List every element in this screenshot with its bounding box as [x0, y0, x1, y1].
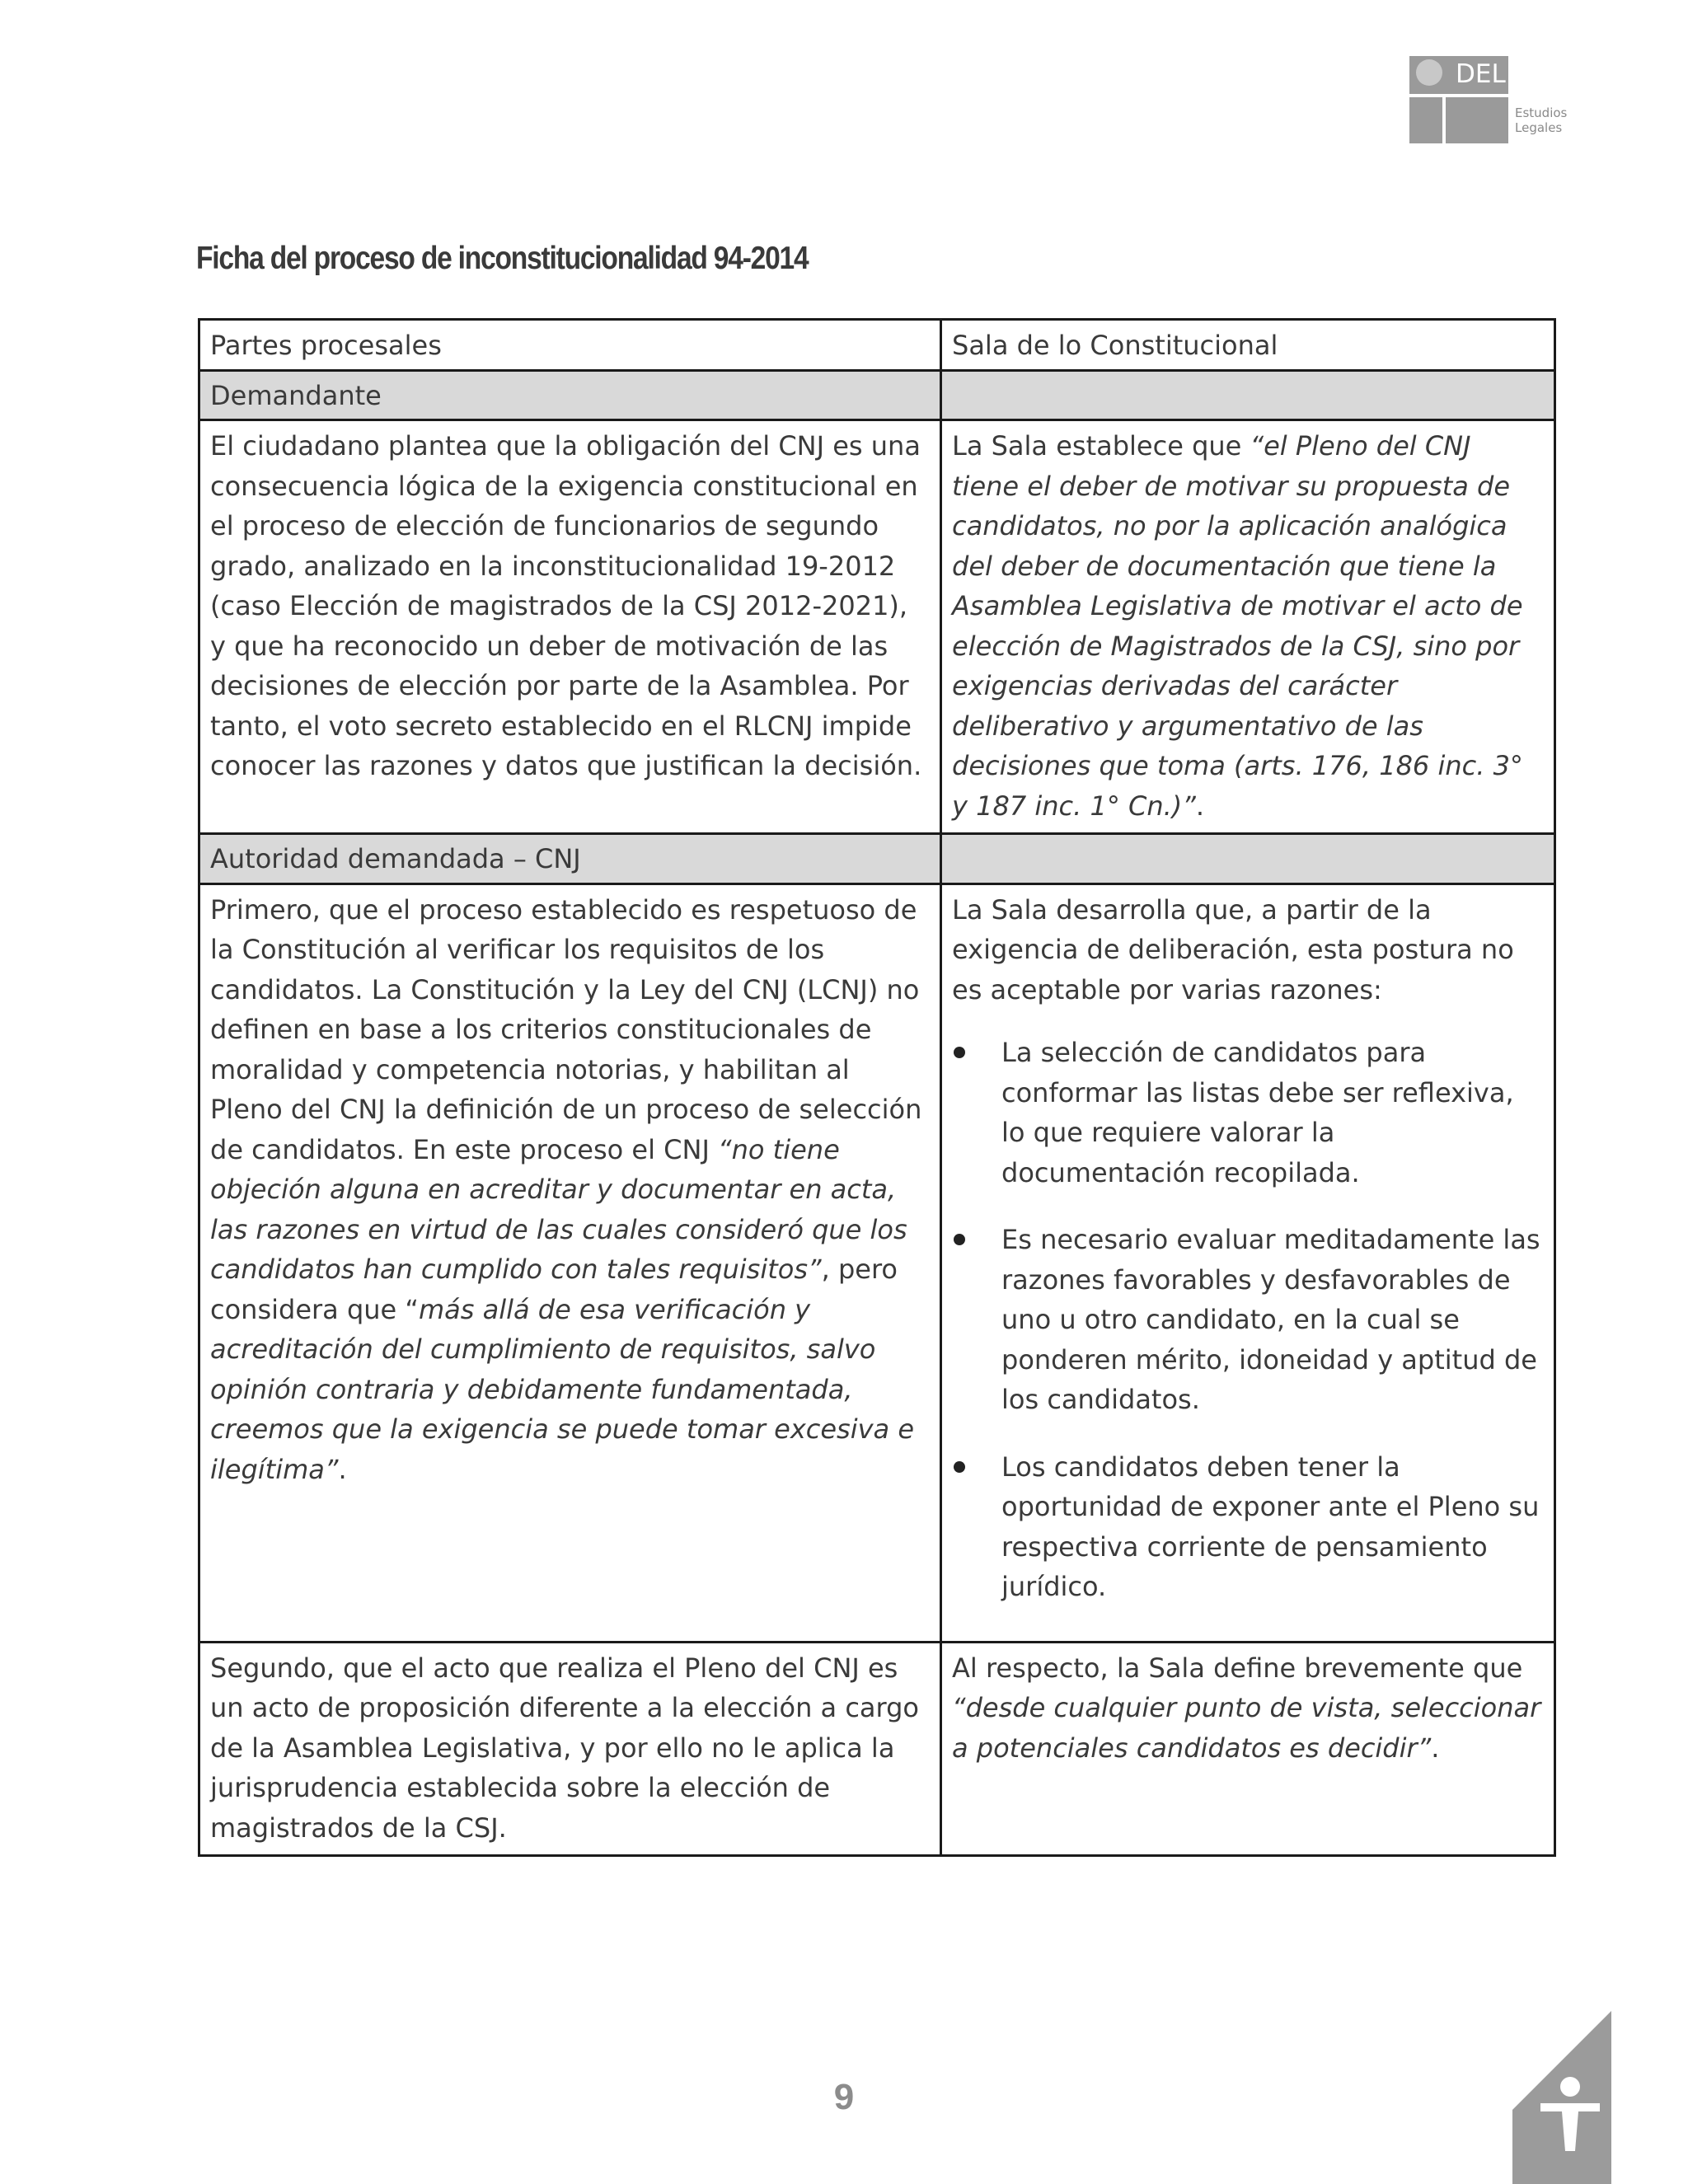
- list-item-text: Los candidatos deben tener la oportunidad de exponer ante el Pleno su respectiva corriente de pensamiento jurídico.: [1001, 1451, 1540, 1602]
- logo-subtitle-line-2: Legales: [1515, 120, 1563, 135]
- logo-subtitle-line-1: Estudios: [1515, 105, 1568, 120]
- section-label-autoridad: Autoridad demandada – CNJ: [199, 834, 941, 884]
- page-number: 9: [833, 2077, 855, 2117]
- table-row: [199, 420, 1555, 834]
- autoridad-argument-1-text: Primero, que el proceso establecido es respetuoso de la Constitución al verificar los requisitos de los candidatos. La Constitución y la Ley del CNJ (LCNJ) no definen en base a los criterios constitucionales de moralidad y competencia notorias, y habilitan al Pleno del CNJ la definición de un proceso de selección de candidatos. En este proceso el CNJ: [210, 893, 922, 1165]
- sala-response-2-intro: La Sala desarrolla que, a partir de la exigencia de deliberación, esta postura no es aceptable por varias razones:: [952, 893, 1514, 1005]
- section-row-autoridad: [199, 834, 1555, 884]
- section-label-demandante: Demandante: [199, 370, 941, 420]
- sala-response-1-quote: “el Pleno del CNJ tiene el deber de motivar su propuesta de candidatos, no por la aplicación analógica del deber de documentación que tiene la Asamblea Legislativa de motivar el acto de elección de Magistrados de la CSJ, sino por exigencias derivadas del carácter deliberativo y argumentativo de las decisiones que toma (arts. 176, 186 inc. 3° y 187 inc. 1° Cn.)”: [952, 430, 1523, 822]
- autoridad-quote-1: “no tiene objeción alguna en acreditar y documentar en acta, las razones en virtud de las cuales consideró que los candidatos han cumplido con tales requisitos”: [210, 1133, 907, 1285]
- sala-response-1: [941, 420, 1555, 834]
- autoridad-argument-2: Segundo, que el acto que realiza el Pleno del CNJ es un acto de proposición diferente a la elección a cargo de la Asamblea Legislativa, y por ello no le aplica la jurisprudencia establecida sobre la elección de magistrados de la CSJ.: [199, 1642, 941, 1856]
- process-summary-table: [198, 318, 1556, 1857]
- sala-reasons-list: [952, 1033, 1544, 1607]
- logo-text: DEL: [1456, 59, 1506, 89]
- sala-response-3: [941, 1642, 1555, 1856]
- sala-response-1-intro: La Sala establece que: [952, 430, 1250, 462]
- bullet-icon: [954, 1047, 965, 1058]
- section-empty-cell: [941, 834, 1555, 884]
- sala-response-2: [941, 883, 1555, 1642]
- sala-response-3-end: .: [1431, 1732, 1440, 1764]
- sala-response-3-quote: “desde cualquier punto de vista, seleccionar a potenciales candidatos es decidir”: [952, 1692, 1541, 1764]
- list-item: [1001, 1447, 1544, 1607]
- list-item: [1001, 1033, 1544, 1193]
- table-row: [199, 1642, 1555, 1856]
- header-sala-constitucional: Sala de lo Constitucional: [941, 320, 1555, 371]
- autoridad-argument-1: [199, 883, 941, 1642]
- list-item-text: Es necesario evaluar meditadamente las razones favorables y desfavorables de uno u otro candidato, en la cual se ponderen mérito, idoneidad y aptitud de los candidatos.: [1001, 1224, 1540, 1415]
- list-item: [1001, 1220, 1544, 1420]
- del-logo: [1409, 56, 1574, 143]
- table-row: [199, 883, 1555, 1642]
- autoridad-argument-1-end: .: [338, 1453, 347, 1485]
- sala-response-1-end: .: [1195, 790, 1205, 822]
- section-empty-cell: [941, 370, 1555, 420]
- page-title: Ficha del proceso de inconstitucionalidad 94-2014: [196, 241, 809, 276]
- sala-response-3-intro: Al respecto, la Sala define brevemente que: [952, 1652, 1523, 1684]
- demandante-argument: El ciudadano plantea que la obligación del CNJ es una consecuencia lógica de la exigencia constitucional en el proceso de elección de funcionarios de segundo grado, analizado en la inconstitucionalidad 19-2012 (caso Elección de magistrados de la CSJ 2012-2021), y que ha reconocido un deber de motivación de las decisiones de elección por parte de la Asamblea. Por tanto, el voto secreto establecido en el RLCNJ impide conocer las razones y datos que justifican la decisión.: [199, 420, 941, 834]
- bullet-icon: [954, 1461, 965, 1473]
- logo-subtitle: [1515, 105, 1567, 135]
- autoridad-quote-2: más allá de esa verificación y acreditación del cumplimiento de requisitos, salvo opinión contraria y debidamente fundamentada, creemos que la exigencia se puede tomar excesiva e ilegítima”: [210, 1293, 914, 1485]
- bullet-icon: [954, 1234, 965, 1245]
- table-header-row: [199, 320, 1555, 371]
- section-row-demandante: [199, 370, 1555, 420]
- autoridad-argument-1-mid: , pero considera que “: [210, 1254, 898, 1325]
- corner-emblem-icon: [1512, 2011, 1611, 2184]
- header-partes-procesales: Partes procesales: [199, 320, 941, 371]
- list-item-text: La selección de candidatos para conformar las listas debe ser reflexiva, lo que requiere valorar la documentación recopilada.: [1001, 1037, 1514, 1188]
